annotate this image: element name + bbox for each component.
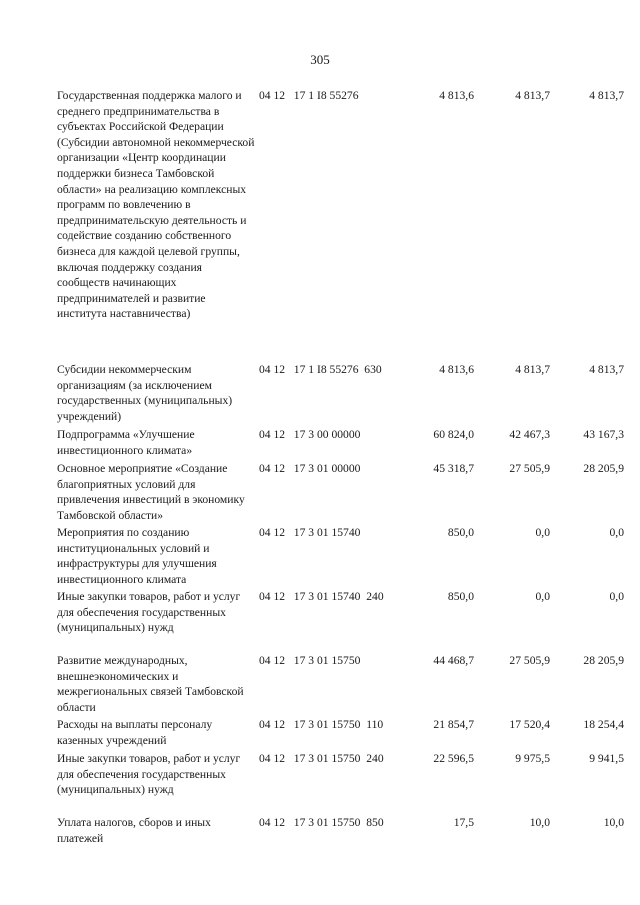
row-value-2: 0,0 [535,526,550,539]
row-value-1: 45 318,7 [433,462,474,475]
row-value-2: 42 467,3 [509,428,550,441]
row-value-3: 18 254,4 [583,718,624,731]
row-name: Основное мероприятие «Создание благоприятных условий для привлечения инвестиций в экономику Тамбовской области» [57,462,245,522]
row-value-1: 850,0 [447,526,474,539]
row-code: 04 12 17 1 I8 55276 630 [259,363,382,376]
row-value-3: 0,0 [609,590,624,603]
row-name: Субсидии некоммерческим организациям (за исключением государственных (муниципальных) учреждений) [57,363,233,423]
row-value-1: 17,5 [453,816,474,829]
row-value-3: 43 167,3 [583,428,624,441]
row-value-2: 4 813,7 [515,89,550,102]
row-value-1: 44 468,7 [433,654,474,667]
row-value-2: 4 813,7 [515,363,550,376]
row-code: 04 12 17 3 01 15750 110 [259,718,384,731]
row-name: Развитие международных, внешнеэкономических и межрегиональных связей Тамбовской области [57,654,244,714]
row-value-2: 17 520,4 [509,718,550,731]
row-value-1: 4 813,6 [439,89,474,102]
row-value-2: 9 975,5 [515,752,550,765]
row-code: 04 12 17 1 I8 55276 [259,89,359,102]
row-code: 04 12 17 3 01 15750 850 [259,816,384,829]
row-name: Расходы на выплаты персоналу казенных учреждений [57,718,213,747]
row-value-1: 60 824,0 [433,428,474,441]
row-value-3: 4 813,7 [589,363,624,376]
row-name: Мероприятия по созданию институциональных условий и инфраструктуры для улучшения инвестиционного климата [57,526,217,586]
row-value-3: 10,0 [603,816,624,829]
row-value-3: 28 205,9 [583,462,624,475]
row-value-2: 0,0 [535,590,550,603]
row-code: 04 12 17 3 01 15750 240 [259,752,384,765]
row-value-3: 28 205,9 [583,654,624,667]
page-number: 305 [310,52,330,67]
row-name: Государственная поддержка малого и среднего предпринимательства в субъектах Российской Федерации (Субсидии автономной некоммерческой организации «Центр координации поддержки бизнеса Тамбовской области» на реализацию комплексных программ по вовлечению в предпринимательскую деятельность и содействие созданию собственного бизнеса для каждой целевой группы, включая поддержку создания сообществ начинающих предпринимателей и развитие института наставничества) [57,89,255,321]
row-value-2: 27 505,9 [509,654,550,667]
row-name: Иные закупки товаров, работ и услуг для обеспечения государственных (муниципальных) нужд [57,590,241,635]
row-name: Иные закупки товаров, работ и услуг для обеспечения государственных (муниципальных) нужд [57,752,241,797]
row-name: Уплата налогов, сборов и иных платежей [57,816,211,845]
row-code: 04 12 17 3 01 15740 [259,526,361,539]
row-value-3: 9 941,5 [589,752,624,765]
row-code: 04 12 17 3 01 00000 [259,462,361,475]
row-value-1: 850,0 [447,590,474,603]
row-value-1: 4 813,6 [439,363,474,376]
row-code: 04 12 17 3 01 15740 240 [259,590,384,603]
row-value-2: 27 505,9 [509,462,550,475]
row-code: 04 12 17 3 00 00000 [259,428,361,441]
row-value-3: 0,0 [609,526,624,539]
row-value-1: 21 854,7 [433,718,474,731]
row-value-2: 10,0 [529,816,550,829]
row-code: 04 12 17 3 01 15750 [259,654,361,667]
row-value-3: 4 813,7 [589,89,624,102]
row-name: Подпрограмма «Улучшение инвестиционного климата» [57,428,195,457]
row-value-1: 22 596,5 [433,752,474,765]
